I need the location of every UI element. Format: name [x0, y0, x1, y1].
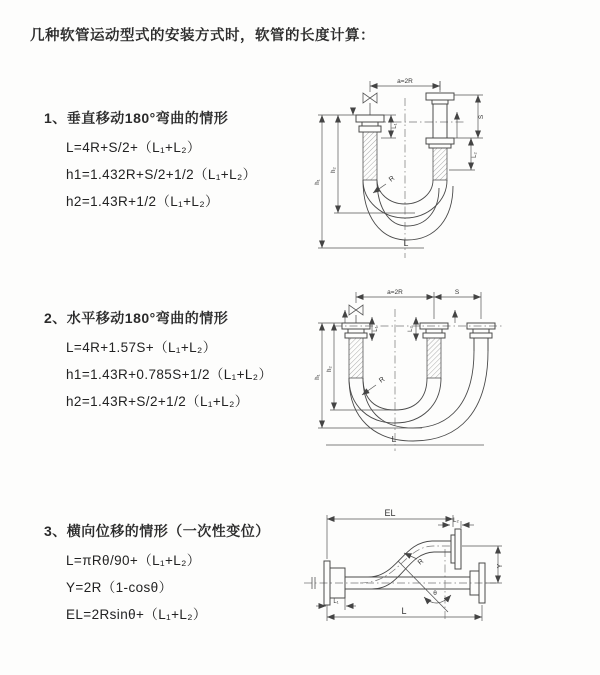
dim-label-r: R	[378, 376, 387, 385]
section-2-formula-L: L=4R+1.57S+（L₁+L₂）	[66, 340, 217, 355]
section-3-formula-EL: EL=2Rsinθ+（L₁+L₂）	[66, 607, 207, 622]
dim-label-l1: L₁	[392, 123, 398, 129]
dim-label-a2r: a=2R	[387, 289, 403, 296]
radius-leader	[362, 376, 386, 395]
dim-label-l: L	[391, 434, 397, 444]
dim-label-h2: h₂	[331, 167, 337, 173]
dimension-s	[454, 95, 485, 138]
section-3-formula-Y: Y=2R（1-cosθ）	[66, 580, 173, 595]
left-flange-assembly	[342, 323, 370, 378]
dimension-h1	[315, 115, 356, 248]
section-3-formula-L: L=πRθ/90+（L₁+L₂）	[66, 553, 201, 568]
dim-label-l2: L₂	[472, 152, 478, 158]
dimension-l-bottom	[318, 238, 424, 248]
dim-label-l: L	[403, 238, 409, 248]
dimension-l-bottom	[326, 434, 484, 445]
dim-label-h1: h₁	[315, 374, 321, 380]
dimension-el	[327, 508, 453, 559]
dimension-s	[434, 289, 481, 319]
dim-label-r: R	[387, 174, 397, 184]
upper-flange-assembly	[451, 529, 461, 569]
section-1-formula-h2: h2=1.43R+1/2（L₁+L₂）	[66, 194, 219, 209]
section-1-formula-h1: h1=1.432R+S/2+1/2（L₁+L₂）	[66, 167, 257, 182]
dim-label-l2: L₂	[453, 518, 459, 524]
diagram-lateral-shift	[300, 505, 600, 655]
dim-label-s: S	[454, 289, 460, 296]
angle-label-theta: θ	[433, 590, 437, 597]
dim-label-l: L	[401, 606, 407, 616]
dim-label-l1: L₁	[333, 599, 339, 605]
section-2-formula-h1: h1=1.43R+0.785S+1/2（L₁+L₂）	[66, 367, 273, 382]
page-title: 几种软管运动型式的安装方式时，软管的长度计算：	[30, 28, 375, 44]
dim-label-h2: h₂	[327, 366, 333, 372]
right-flange-assembly	[467, 323, 495, 351]
pipe-end-mark	[312, 577, 315, 589]
diagram-horizontal-180-bend	[312, 283, 600, 458]
dimension-a2r	[370, 78, 440, 92]
dimension-l-bottom	[327, 605, 482, 621]
dim-label-a2r: a=2R	[397, 78, 413, 85]
dimension-l1	[372, 317, 379, 341]
dim-label-y: Y	[497, 563, 504, 569]
angle-theta	[398, 561, 451, 612]
valve-icon	[349, 305, 363, 323]
hose-u-curves	[349, 351, 488, 441]
diagram-vertical-180-bend	[312, 70, 547, 265]
dim-label-r: R	[416, 557, 426, 567]
dimension-y	[462, 546, 504, 583]
section-2-formula-h2: h2=1.43R+S/2+1/2（L₁+L₂）	[66, 394, 249, 409]
dim-label-l1: L₁	[373, 326, 379, 332]
hose-s-curve	[345, 541, 451, 589]
dimension-l2	[449, 138, 478, 170]
dimension-l2	[408, 317, 416, 341]
hose-u-curves	[363, 180, 453, 240]
middle-flange-assembly	[420, 323, 448, 378]
section-1-heading: 1、垂直移动180°弯曲的情形	[44, 110, 229, 126]
dimension-l1	[316, 598, 356, 610]
dim-label-h1: h₁	[315, 179, 321, 185]
dim-label-el: EL	[384, 508, 396, 518]
valve-icon	[363, 93, 377, 115]
dim-label-l2: L₂	[408, 326, 414, 332]
section-1-formula-L: L=4R+S/2+（L₁+L₂）	[66, 140, 201, 155]
right-flange-assembly	[426, 81, 454, 180]
dimension-h1	[315, 323, 422, 428]
section-3-heading: 3、横向位移的情形（一次性变位）	[44, 523, 270, 539]
section-2-heading: 2、水平移动180°弯曲的情形	[44, 310, 229, 326]
dim-label-s: S	[478, 114, 485, 120]
dimension-l2	[438, 518, 474, 528]
left-flange-assembly	[356, 115, 384, 180]
